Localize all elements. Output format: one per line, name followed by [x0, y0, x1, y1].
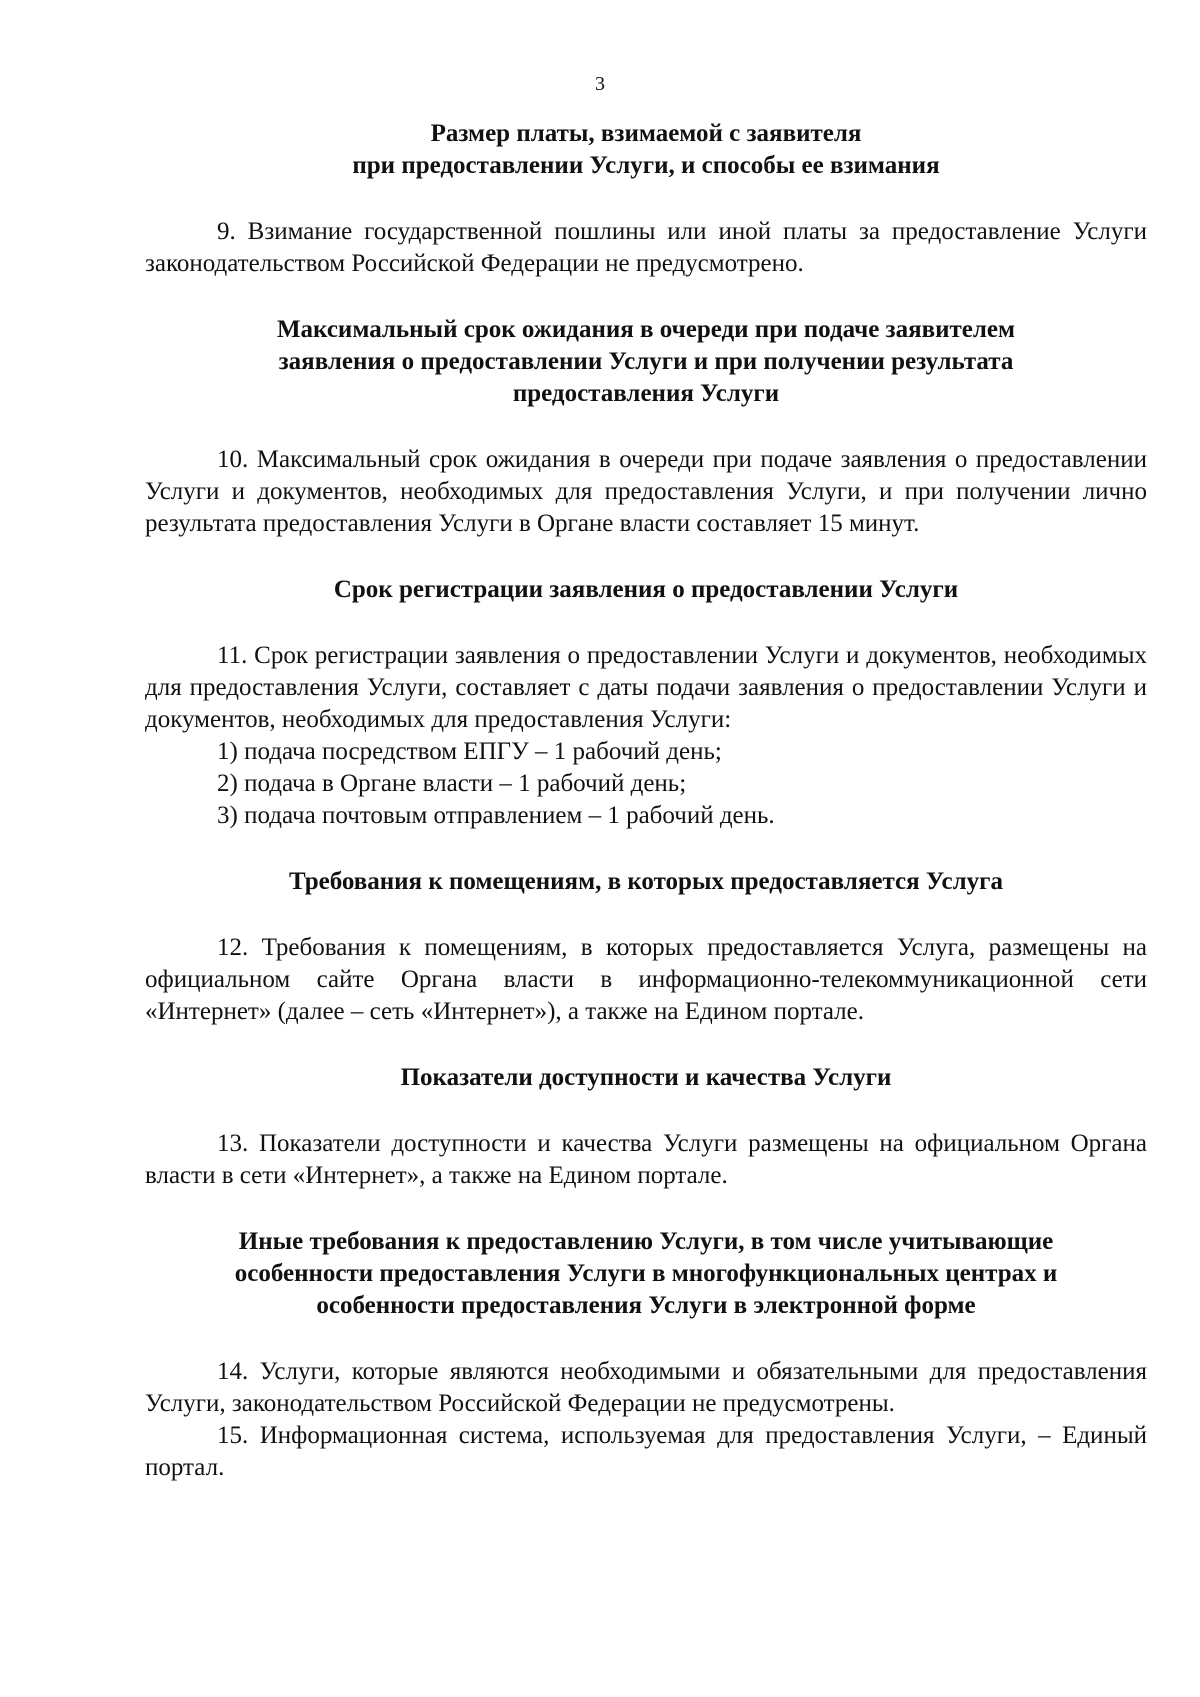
heading-line: Показатели доступности и качества Услуги: [400, 1064, 892, 1091]
heading-line: Максимальный срок ожидания в очереди при подаче заявителем: [276, 316, 1016, 343]
section-heading-queue-time: [145, 314, 1147, 410]
section-heading-other-requirements: [145, 1226, 1147, 1322]
paragraph-11: 11. Срок регистрации заявления о предоставлении Услуги и документов, необходимых для предоставления Услуги, составляет с даты подачи заявления о предоставлении Услуги и документов, необходимых для предоставления Услуги:: [145, 642, 1147, 733]
heading-line: предоставления Услуги: [512, 380, 780, 407]
heading-line: при предоставлении Услуги, и способы ее взимания: [352, 152, 940, 179]
heading-line: Срок регистрации заявления о предоставлении Услуги: [333, 576, 959, 603]
section-heading-registration: [145, 574, 1147, 606]
heading-line: заявления о предоставлении Услуги и при получении результата: [278, 348, 1014, 375]
heading-line: Размер платы, взимаемой с заявителя: [430, 120, 862, 147]
heading-line: Иные требования к предоставлению Услуги, в том числе учитывающие: [238, 1228, 1054, 1255]
section-heading-fee: [145, 118, 1147, 182]
paragraph-9: 9. Взимание государственной пошлины или иной платы за предоставление Услуги законодательством Российской Федерации не предусмотрено.: [145, 218, 1147, 277]
paragraph-13: 13. Показатели доступности и качества Услуги размещены на официальном Органа власти в сети «Интернет», а также на Едином портале.: [145, 1130, 1147, 1189]
list-item: 1) подача посредством ЕПГУ – 1 рабочий день;: [217, 738, 722, 765]
section-heading-quality: [145, 1062, 1147, 1094]
heading-line: Требования к помещениям, в которых предоставляется Услуга: [288, 868, 1004, 895]
section-heading-premises: [145, 866, 1147, 898]
paragraph-10: 10. Максимальный срок ожидания в очереди при подаче заявления о предоставлении Услуги и документов, необходимых для предоставления Услуги, и при получении лично результата предоставления Услуги в Органе власти составляет 15 минут.: [145, 446, 1147, 537]
paragraph-12: 12. Требования к помещениям, в которых предоставляется Услуга, размещены на официальном сайте Органа власти в информационно-телекоммуникационной сети «Интернет» (далее – сеть «Интернет»), а также на Едином портале.: [145, 934, 1147, 1025]
list-item: 2) подача в Органе власти – 1 рабочий день;: [217, 770, 687, 797]
paragraph-15: 15. Информационная система, используемая для предоставления Услуги, – Единый портал.: [145, 1422, 1147, 1481]
list-item: 3) подача почтовым отправлением – 1 рабочий день.: [217, 802, 775, 829]
paragraph-14: 14. Услуги, которые являются необходимыми и обязательными для предоставления Услуги, законодательством Российской Федерации не предусмотрены.: [145, 1358, 1147, 1417]
heading-line: особенности предоставления Услуги в многофункциональных центрах и: [234, 1260, 1058, 1287]
document-body: [145, 118, 1147, 1484]
page-number: 3: [595, 73, 605, 95]
heading-line: особенности предоставления Услуги в электронной форме: [316, 1292, 976, 1319]
